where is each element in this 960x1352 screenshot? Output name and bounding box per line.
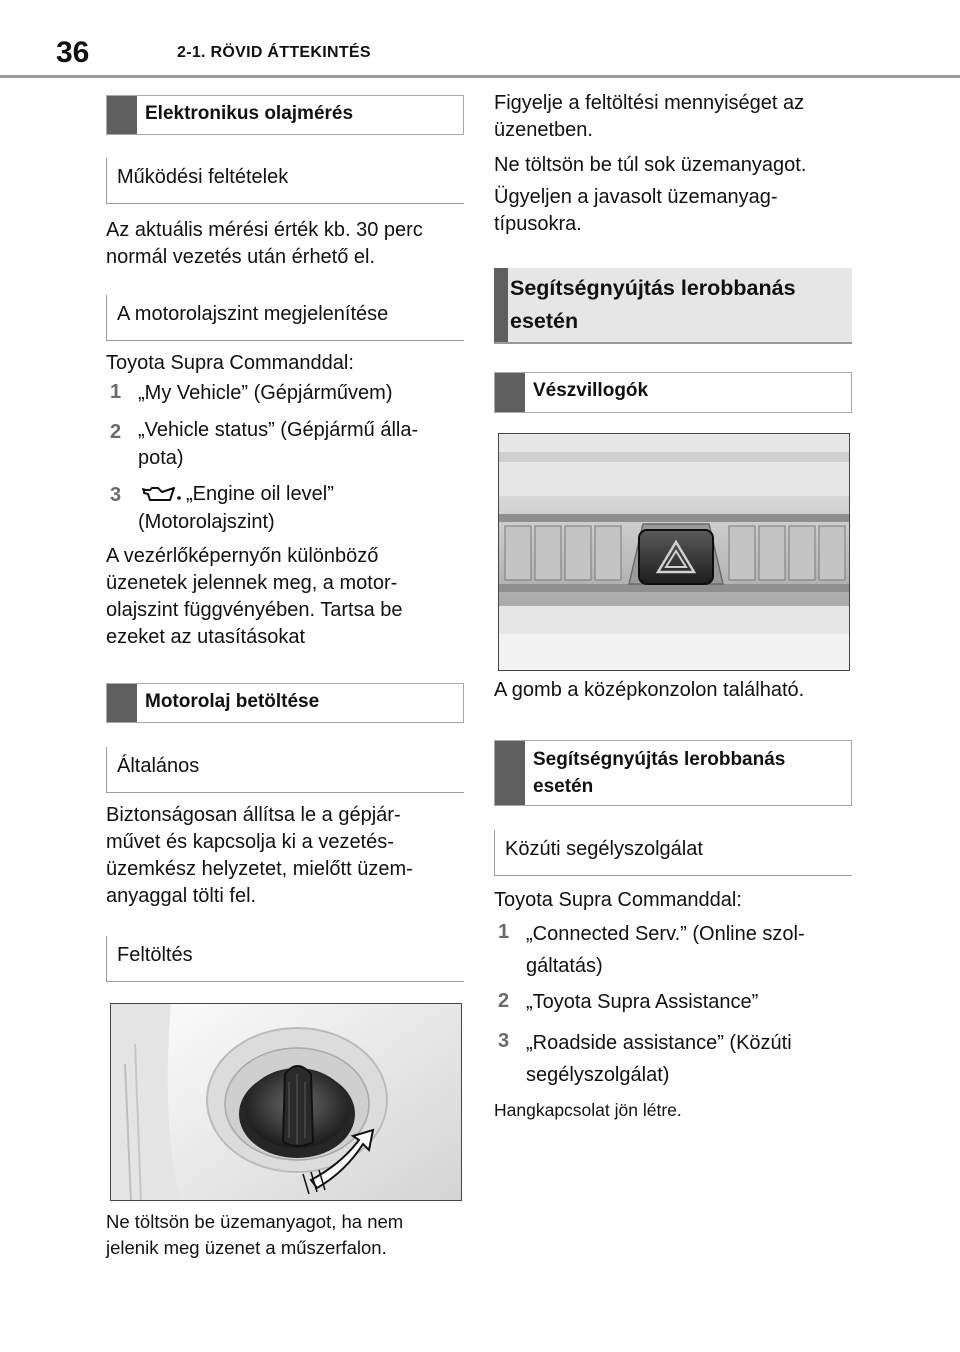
list-number: 1: [498, 921, 510, 943]
section-bar: [495, 373, 525, 412]
text-line: A vezérlőképernyőn különböző: [106, 545, 379, 567]
text-line: „Vehicle status” (Gépjármű álla-: [138, 419, 419, 441]
subheading-text: Feltöltés: [117, 944, 193, 966]
text-line: ezeket az utasításokat: [106, 626, 306, 648]
page-header: [0, 0, 960, 80]
text-line: Ne töltsön be üzemanyagot, ha nem: [106, 1211, 404, 1232]
text-line: (Motorolajszint): [138, 511, 275, 533]
subheading-text: Általános: [117, 755, 200, 777]
paragraph-fill-amount: [494, 90, 852, 144]
subheading-general: [106, 747, 464, 793]
text-line: „My Vehicle” (Gépjárművem): [138, 382, 393, 404]
section-heading-oil-refill: [106, 683, 464, 723]
text-line: Segítségnyújtás lerobbanás: [510, 276, 796, 300]
section-title: Vészvillogók: [533, 380, 649, 401]
paragraph-commander: Toyota Supra Commanddal:: [494, 889, 742, 911]
subheading-refill: [106, 936, 464, 982]
text-line: anyaggal tölti fel.: [106, 885, 257, 907]
paragraph-measurement: [106, 217, 464, 271]
text-line: gáltatás): [526, 955, 603, 977]
section-title: [533, 746, 785, 800]
text-line: segélyszolgálat): [526, 1064, 670, 1086]
header-rule: [0, 75, 960, 78]
text-line: üzenetek jelennek meg, a motor-: [106, 572, 398, 594]
section-heading-electronic-oil: [106, 95, 464, 135]
text-line: esetén: [510, 309, 579, 333]
figure-caption: A gomb a középkonzolon található.: [494, 679, 805, 701]
section-heading-hazard-lights: [494, 372, 852, 413]
list-item: [138, 378, 464, 408]
list-item: [526, 987, 852, 1017]
list-number: 2: [110, 421, 122, 443]
paragraph-messages: [106, 543, 464, 651]
list-number: 3: [110, 484, 122, 506]
note-text: Hangkapcsolat jön létre.: [494, 1100, 682, 1120]
list-number: 3: [498, 1030, 510, 1052]
subheading-text: Közúti segélyszolgálat: [505, 838, 703, 860]
oil-can-icon: [140, 480, 186, 506]
subheading-text: Működési feltételek: [117, 166, 289, 188]
text-line: művet és kapcsolja ki a vezetés-: [106, 831, 394, 853]
list-item-continued: [138, 508, 464, 536]
paragraph-commander: Toyota Supra Commanddal:: [106, 352, 354, 374]
list-number: 2: [498, 990, 510, 1012]
text-line: „Toyota Supra Assistance”: [526, 991, 759, 1013]
list-item: [186, 480, 466, 508]
oil-cap-figure: [110, 1003, 462, 1201]
text-line: Figyelje a feltöltési mennyiséget az: [494, 92, 805, 114]
highlight-bar: [494, 268, 508, 342]
paragraph-safety: [106, 802, 464, 910]
subheading-oil-level-display: [106, 295, 464, 341]
section-bar: [107, 684, 137, 722]
subheading-text: A motorolajszint megjelenítése: [117, 303, 389, 325]
text-line: pota): [138, 447, 184, 469]
text-line: jelenik meg üzenet a műszerfalon.: [106, 1237, 387, 1258]
text-line: olajszint függvényében. Tartsa be: [106, 599, 403, 621]
text-line: üzemkész helyzetet, mielőtt üzem-: [106, 858, 413, 880]
highlight-heading-breakdown: [494, 268, 852, 344]
text-line: Biztonságosan állítsa le a gépjár-: [106, 804, 401, 826]
highlight-title: [510, 272, 796, 338]
chapter-title: 2-1. RÖVID ÁTTEKINTÉS: [177, 44, 371, 61]
subheading-roadside-service: [494, 830, 852, 876]
paragraph-no-overfill: Ne töltsön be túl sok üzemanyagot.: [494, 154, 807, 176]
figure-caption: [106, 1209, 464, 1261]
list-item: [526, 918, 852, 982]
text-line: „Engine oil level”: [186, 483, 334, 505]
text-line: normál vezetés után érhető el.: [106, 246, 376, 268]
section-bar: [495, 741, 525, 805]
list-item: [138, 416, 464, 472]
text-line: Segítségnyújtás lerobbanás: [533, 749, 786, 770]
text-line: üzenetben.: [494, 119, 593, 141]
section-heading-breakdown-assistance: [494, 740, 852, 806]
page-number: 36: [56, 36, 90, 69]
subheading-operating-conditions: [106, 158, 464, 204]
text-line: Az aktuális mérési érték kb. 30 perc: [106, 219, 423, 241]
list-number: 1: [110, 381, 122, 403]
text-line: Ügyeljen a javasolt üzemanyag-: [494, 186, 778, 208]
section-title: Motorolaj betöltése: [145, 691, 320, 712]
section-title: Elektronikus olajmérés: [145, 103, 354, 124]
text-line: „Roadside assistance” (Közúti: [526, 1032, 792, 1054]
text-line: esetén: [533, 776, 594, 797]
section-bar: [107, 96, 137, 134]
list-item: [526, 1027, 852, 1091]
text-line: „Connected Serv.” (Online szol-: [526, 923, 805, 945]
text-line: típusokra.: [494, 213, 582, 235]
hazard-button-figure: [498, 433, 850, 671]
paragraph-fuel-types: [494, 184, 852, 238]
